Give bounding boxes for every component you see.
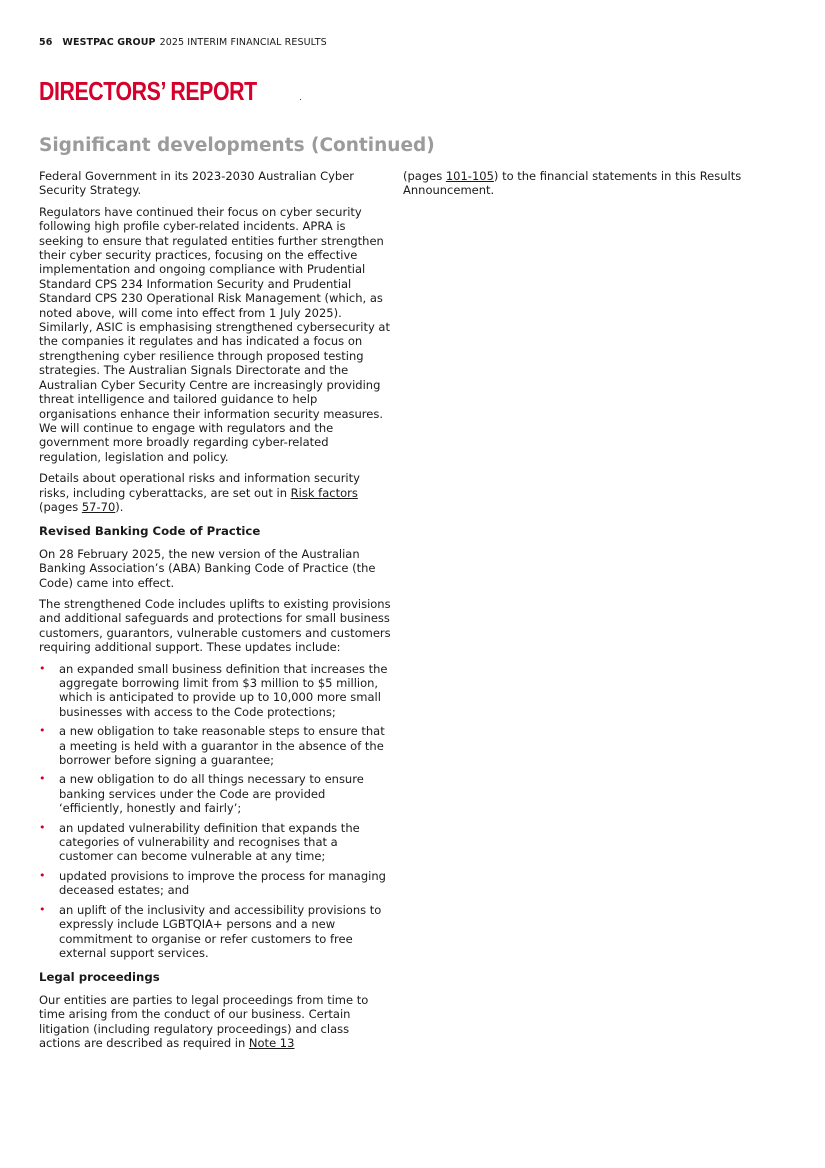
page-number: 56 [39,37,53,48]
list-item: • an expanded small business definition that increases the aggregate borrowing limit from $3 million to $5 million, which is anticipated to provide up to 10,000 more small businesses with access to the Code protections; [39,661,388,719]
bullet-icon: • [39,724,46,738]
banking-code-bullets [39,662,391,961]
details-paragraph: Details about operational risks and information security risks, including cyberattacks, are set out in Risk factors (pages 57-70). [39,471,360,514]
pages-101-105-link[interactable]: 101-105 [445,169,494,183]
bullet-icon: • [39,661,46,675]
bullet-icon: • [39,902,46,916]
note-13-link[interactable]: Note 13 [248,1035,295,1050]
bullet-icon: • [39,772,46,786]
page-header [39,37,327,48]
company-name: WESTPAC GROUP [62,37,156,48]
subtitle: Significant developments (Continued) [39,135,435,156]
banking-code-heading: Revised Banking Code of Practice [39,524,261,539]
legal-proceedings-heading: Legal proceedings [39,970,160,985]
list-item: • a new obligation to do all things necessary to ensure banking services under the Code are provided ‘efficiently, honestly and fairly’; [39,772,364,816]
left-column [39,169,391,1057]
list-item: • a new obligation to take reasonable steps to ensure that a meeting is held with a guarantor in the absence of the borrower before signing a guarantee; [39,724,385,768]
decorative-dot [300,99,301,100]
risk-factors-link[interactable]: Risk factors [290,485,358,500]
list-item: • an uplift of the inclusivity and accessibility provisions to expressly include LGBTQIA+ persons and a new commitment to organise or refer customers to free external support services. [39,902,382,960]
list-item: • an updated vulnerability definition that expands the categories of vulnerability and recognises that a customer can become vulnerable at any time; [39,820,360,864]
regulators-paragraph: Regulators have continued their focus on cyber security following high profile cyber-related incidents. APRA is seeking to ensure that regulated entities further strengthen their cyber security practices, focusing on the effective implementation and ongoing compliance with Prudential Standard CPS 234 Information Security and Prudential Standard CPS 230 Operational Risk Management (which, as noted above, will come into effect from 1 July 2025). Similarly, ASIC is emphasising strengthened cybersecurity at the companies it regulates and has indicated a focus on strengthening cyber resilience through proposed testing strategies. The Australian Signals Directorate and the Australian Cyber Security Centre are increasingly providing threat intelligence and tailored guidance to help organisations enhance their information security measures. We will continue to engage with regulators and the government more broadly regarding cyber-related regulation, legislation and policy. [39,204,390,464]
banking-code-paragraph-1: On 28 February 2025, the new version of the Australian Banking Association’s (ABA) Banking Code of Practice (the Code) came into effect. [39,546,376,590]
intro-paragraph: Federal Government in its 2023-2030 Australian Cyber Security Strategy. [39,169,355,198]
section-title: DIRECTORS’ REPORT [39,76,257,106]
legal-proceedings-paragraph: Our entities are parties to legal proceedings from time to time arising from the conduct of our business. Certain litigation (including regulatory proceedings) and class actions are described as required in Note 13 [39,992,369,1050]
document-title: 2025 INTERIM FINANCIAL RESULTS [159,37,327,48]
list-item: • updated provisions to improve the process for managing deceased estates; and [39,868,386,898]
pages-57-70-link[interactable]: 57-70 [81,499,116,514]
bullet-icon: • [39,868,46,882]
right-paragraph: (pages 101-105) to the financial statements in this Results Announcement. [403,169,742,198]
right-column [403,169,743,205]
banking-code-paragraph-2: The strengthened Code includes uplifts to existing provisions and additional safeguards and protections for small business customers, guarantors, vulnerable customers and customers requiring additional support. These updates include: [39,596,391,655]
bullet-icon: • [39,820,46,834]
